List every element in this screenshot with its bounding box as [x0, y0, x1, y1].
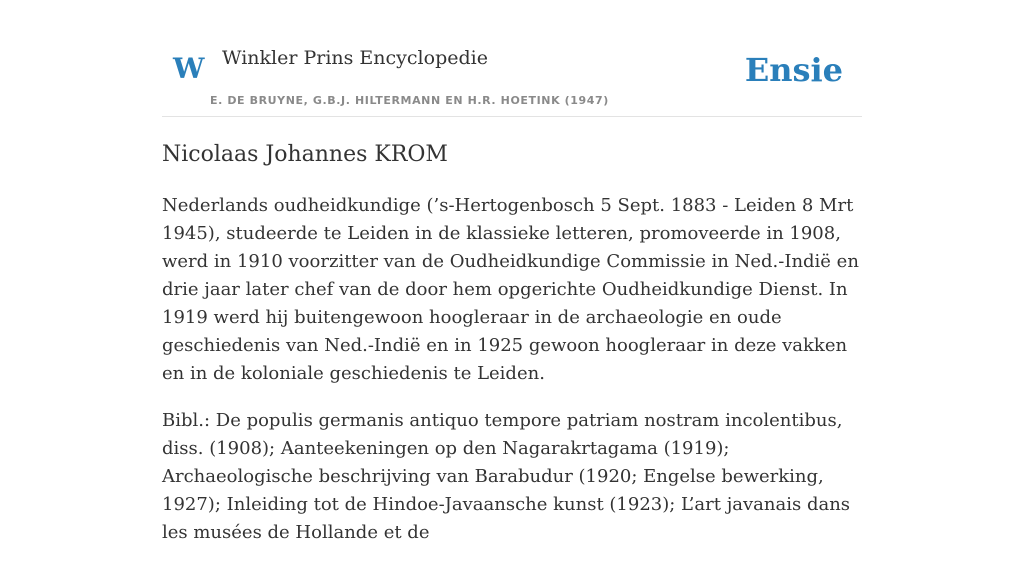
site-logo[interactable]: W [173, 52, 205, 85]
entry-title: Nicolaas Johannes KROM [162, 142, 448, 167]
brand-logo[interactable]: Ensie [744, 51, 843, 89]
entry-content [162, 192, 862, 566]
entry-paragraph: Nederlands oudheidkundige (’s-Hertogenbosch 5 Sept. 1883 - Leiden 8 Mrt 1945), studeerde te Leiden in de klassieke letteren, promoveerde in 1908, werd in 1910 voorzitter van de Oudheidkundige Commissie in Ned.-Indië en drie jaar later chef van de door hem opgerichte Oudheidkundige Dienst. In 1919 werd hij buitengewoon hoogleraar in de archaeologie en oude geschiedenis van Ned.-Indië en in 1925 gewoon hoogleraar in deze vakken en in de koloniale geschiedenis te Leiden. [162, 195, 859, 384]
site-title[interactable]: Winkler Prins Encyclopedie [222, 47, 488, 69]
article-container [162, 0, 862, 543]
authors-byline: E. DE BRUYNE, G.B.J. HILTERMANN EN H.R. HOETINK (1947) [210, 94, 609, 107]
site-header [162, 0, 862, 117]
bibliography-paragraph: Bibl.: De populis germanis antiquo tempore patriam nostram incolentibus, diss. (1908); Aanteekeningen op den Nagarakrtagama (1919); Archaeologische beschrijving van Barabudur (1920; Engelse bewerking, 1927); Inleiding tot de Hindoe-Javaansche kunst (1923); L’art javanais dans les musées de Hollande et de [162, 410, 851, 543]
